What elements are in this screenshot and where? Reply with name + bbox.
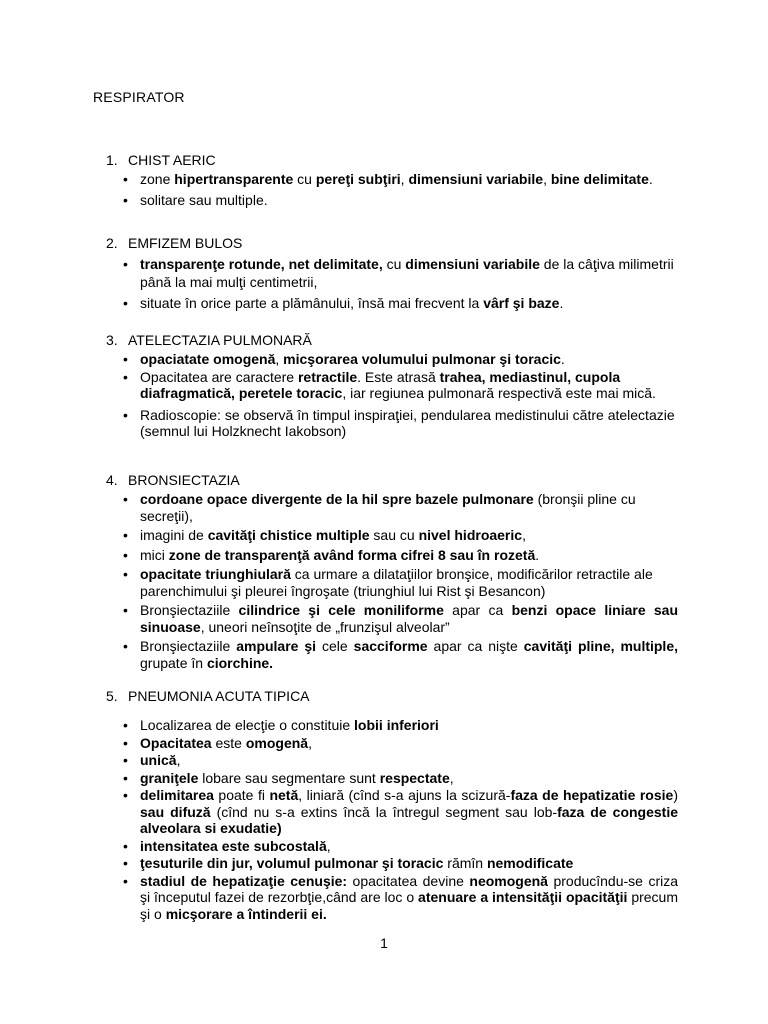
section-title: EMFIZEM BULOS bbox=[128, 235, 243, 251]
list-item bbox=[106, 855, 678, 872]
list-item bbox=[106, 838, 678, 855]
bold-text: ampulare şi bbox=[236, 638, 317, 654]
section-number: 1. bbox=[106, 152, 118, 168]
bold-text: cavităţi chistice multiple bbox=[207, 527, 370, 543]
bold-text: stadiul de hepatizaţie cenuşie: bbox=[140, 872, 348, 889]
bullet-list bbox=[106, 255, 678, 312]
bold-text: nivel hidroaeric bbox=[418, 527, 523, 543]
section-title: BRONSIECTAZIA bbox=[128, 472, 240, 488]
bold-text: cavităţi pline, multiple, bbox=[523, 638, 678, 654]
list-item bbox=[106, 527, 678, 544]
item-text: stadiul de hepatizaţie cenuşie: opacitatea devine neomogenă producîndu-se criza şi începutul fazei de rezorbţie,când are loc o atenuare a intensităţii opacităţii precum şi o micşorare a întinderii ei. bbox=[140, 872, 679, 922]
bullet-icon: • bbox=[123, 769, 128, 786]
bold-text: ţesuturile din jur, volumul pulmonar şi toracic bbox=[140, 855, 444, 871]
section-number: 3. bbox=[106, 332, 118, 348]
bold-text: cilindrice şi cele moniliforme bbox=[238, 602, 444, 618]
bullet-icon: • bbox=[123, 256, 128, 272]
bullet-icon: • bbox=[123, 566, 128, 582]
bold-text: intensitatea este subcostală bbox=[140, 837, 327, 854]
list-item bbox=[106, 295, 678, 312]
bullet-icon: • bbox=[123, 752, 128, 768]
item-text: Bronşiectaziile cilindrice şi cele moniliforme apar ca benzi opace liniare sau sinuoase, uneori neînsoţite de „frunzişul alveolar” bbox=[140, 602, 679, 635]
item-text: solitare sau multiple. bbox=[140, 191, 268, 208]
bold-text: cordoane opace divergente de la hil spre bazele pulmonare bbox=[140, 491, 534, 507]
list-item bbox=[106, 735, 678, 752]
bold-text: lobii inferiori bbox=[354, 717, 439, 733]
section-heading bbox=[106, 235, 678, 252]
bold-text: opacitate triunghiulară bbox=[140, 566, 291, 582]
bold-text: faza de congestie alveolara si exudatie) bbox=[140, 803, 679, 836]
bold-text: opaciatate omogenă bbox=[140, 351, 276, 367]
page-number: 1 bbox=[380, 935, 388, 951]
bullet-icon: • bbox=[123, 837, 128, 854]
list-item bbox=[106, 171, 678, 188]
bold-text: nemodificate bbox=[486, 855, 574, 871]
bold-text: omogenă bbox=[245, 734, 309, 751]
bullet-list bbox=[106, 351, 678, 440]
bold-text: respectate bbox=[379, 769, 450, 786]
list-item bbox=[106, 638, 678, 671]
section-number: 4. bbox=[106, 472, 118, 488]
list-item bbox=[106, 566, 678, 599]
section-number: 5. bbox=[106, 688, 118, 704]
bullet-icon: • bbox=[123, 734, 128, 751]
bullet-icon: • bbox=[123, 368, 128, 385]
bullet-icon: • bbox=[123, 171, 128, 187]
list-item bbox=[106, 547, 678, 564]
item-text: zone hipertransparente cu pereţi subţiri, dimensiuni variabile, bine delimitate. bbox=[140, 171, 653, 187]
bullet-icon: • bbox=[123, 787, 128, 803]
item-text: Opacitatea are caractere retractile. Este atrasă trahea, mediastinul, cupola diafragmatică, peretele toracic, iar regiunea pulmonară respectivă este mai mică. bbox=[140, 368, 656, 401]
list-item bbox=[106, 369, 678, 402]
bold-text: zone de transparenţă având forma cifrei 8 sau în rozetă bbox=[168, 546, 536, 563]
section-heading bbox=[106, 152, 678, 169]
bold-text: benzi opace liniare sau sinuoase bbox=[140, 602, 679, 635]
bold-text: ciorchine. bbox=[206, 654, 274, 671]
bullet-list bbox=[106, 491, 678, 671]
bold-text: retractile bbox=[297, 368, 358, 385]
item-text: graniţele lobare sau segmentare sunt respectate, bbox=[140, 769, 454, 786]
list-item bbox=[106, 255, 678, 291]
bold-text: micşorarea volumului pulmonar şi toracic bbox=[283, 351, 561, 367]
item-text: unică, bbox=[140, 752, 181, 768]
section-heading bbox=[106, 332, 678, 349]
bold-text: neomogenă bbox=[469, 872, 548, 889]
bullet-icon: • bbox=[123, 406, 128, 423]
section-bronsiectazia bbox=[106, 472, 678, 671]
bullet-icon: • bbox=[123, 602, 128, 618]
list-item bbox=[106, 602, 678, 635]
bold-text: faza de hepatizatie rosie bbox=[510, 787, 674, 803]
section-title: CHIST AERIC bbox=[128, 152, 216, 168]
bold-text: transparenţe rotunde, net delimitate, bbox=[140, 256, 383, 272]
list-item bbox=[106, 407, 678, 440]
bold-text: unică bbox=[140, 752, 177, 768]
bold-text: Opacitatea bbox=[140, 734, 212, 751]
bullet-icon: • bbox=[123, 351, 128, 367]
bold-text: atenuare a intensităţii opacităţii bbox=[418, 889, 628, 905]
section-title: PNEUMONIA ACUTA TIPICA bbox=[128, 688, 310, 704]
bold-text: trahea, mediastinul, cupola diafragmatică, peretele toracic bbox=[140, 368, 621, 401]
bold-text: micşorare a întinderii ei. bbox=[165, 905, 327, 922]
bullet-list bbox=[106, 171, 678, 208]
list-item bbox=[106, 717, 678, 734]
section-chist-aeric bbox=[106, 152, 678, 208]
section-pneumonia-acuta-tipica bbox=[106, 688, 678, 922]
bullet-icon: • bbox=[123, 855, 128, 871]
document-title: RESPIRATOR bbox=[93, 89, 185, 105]
item-text: opacitate triunghiulară ca urmare a dilataţiilor bronşice, modificărilor retractile ale parenchimului şi pleurei îngroşate (triunghiul lui Rist şi Besancon) bbox=[140, 566, 653, 599]
bold-text: bine delimitate bbox=[550, 171, 649, 187]
bullet-icon: • bbox=[123, 491, 128, 507]
section-heading bbox=[106, 688, 678, 705]
item-text: situate în orice parte a plămânului, însă mai frecvent la vârf şi baze. bbox=[140, 295, 564, 311]
bold-text: pereţi subţiri bbox=[315, 171, 401, 187]
item-text: transparenţe rotunde, net delimitate, cu dimensiuni variabile de la câţiva milimetrii până la mai mulţi centimetrii, bbox=[140, 256, 674, 290]
item-text: intensitatea este subcostală, bbox=[140, 837, 331, 854]
bullet-list bbox=[106, 717, 678, 922]
item-text: mici zone de transparenţă având forma cifrei 8 sau în rozetă. bbox=[140, 546, 540, 563]
item-text: Localizarea de elecţie o constituie lobii inferiori bbox=[140, 717, 439, 733]
list-item bbox=[106, 787, 678, 837]
bullet-icon: • bbox=[123, 638, 128, 654]
bold-text: graniţele bbox=[140, 769, 199, 786]
item-text: imagini de cavităţi chistice multiple sau cu nivel hidroaeric, bbox=[140, 527, 526, 543]
list-item bbox=[106, 351, 678, 368]
section-heading bbox=[106, 472, 678, 489]
bullet-icon: • bbox=[123, 717, 128, 733]
list-item bbox=[106, 491, 678, 524]
bullet-icon: • bbox=[123, 546, 128, 563]
item-text: delimitarea poate fi netă, liniară (cînd s-a ajuns la scizură-faza de hepatizatie rosie) sau difuză (cînd nu s-a extins încă la întregul segment sau lob-faza de congestie alveolara si exudatie) bbox=[140, 787, 679, 836]
item-text: Opacitatea este omogenă, bbox=[140, 734, 312, 751]
section-atelectazia-pulmonara bbox=[106, 332, 678, 440]
section-title: ATELECTAZIA PULMONARĂ bbox=[128, 332, 312, 348]
item-text: cordoane opace divergente de la hil spre bazele pulmonare (bronşii pline cu secreţii), bbox=[140, 491, 636, 524]
bold-text: dimensiuni variabile bbox=[408, 171, 544, 187]
item-text: Bronşiectaziile ampulare şi cele sacciforme apar ca nişte cavităţi pline, multiple, grupate în ciorchine. bbox=[140, 638, 678, 671]
bold-text: dimensiuni variabile bbox=[405, 256, 540, 272]
item-text: Radioscopie: se observă în timpul inspiraţiei, pendularea medistinului către atelectazie (semnul lui Holzknecht Iakobson) bbox=[140, 406, 675, 439]
list-item bbox=[106, 873, 678, 923]
bold-text: hipertransparente bbox=[174, 171, 294, 187]
bold-text: netă bbox=[269, 787, 299, 803]
bullet-icon: • bbox=[123, 191, 128, 208]
section-emfizem-bulos bbox=[106, 235, 678, 312]
bold-text: sacciforme bbox=[353, 638, 428, 654]
item-text: opaciatate omogenă, micşorarea volumului pulmonar şi toracic. bbox=[140, 351, 565, 367]
bold-text: vârf şi baze bbox=[483, 295, 560, 311]
bullet-icon: • bbox=[123, 295, 128, 311]
bullet-icon: • bbox=[123, 527, 128, 543]
list-item bbox=[106, 192, 678, 209]
bold-text: sau difuză bbox=[140, 803, 211, 820]
list-item bbox=[106, 752, 678, 769]
section-number: 2. bbox=[106, 235, 118, 251]
list-item bbox=[106, 770, 678, 787]
item-text: ţesuturile din jur, volumul pulmonar şi toracic rămîn nemodificate bbox=[140, 855, 574, 871]
bullet-icon: • bbox=[123, 872, 128, 889]
bold-text: delimitarea bbox=[140, 787, 214, 803]
